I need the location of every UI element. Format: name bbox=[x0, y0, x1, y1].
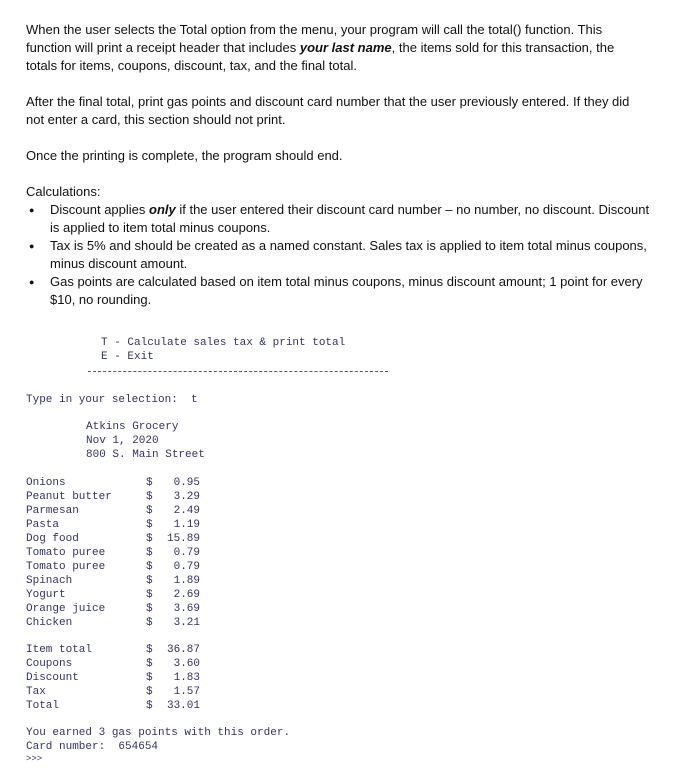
receipt-item-price: 3.21 bbox=[173, 617, 200, 629]
calculation-discount bbox=[26, 201, 656, 237]
currency-symbol: $ bbox=[146, 575, 153, 587]
receipt-item-price: 0.95 bbox=[173, 477, 200, 489]
emphasis-only: only bbox=[149, 202, 176, 217]
store-address: 800 S. Main Street bbox=[86, 449, 205, 461]
receipt-item-price: 0.79 bbox=[173, 547, 200, 559]
receipt-total-price: 33.01 bbox=[166, 700, 200, 712]
menu-option-total: T - Calculate sales tax & print total bbox=[101, 337, 346, 349]
card-number-value: 654654 bbox=[118, 741, 159, 753]
receipt-item-name: Tomato puree bbox=[26, 547, 106, 559]
receipt-total-name: Item total bbox=[26, 644, 93, 656]
calculation-tax: ● Tax is 5% and should be created as a named constant. Sales tax is applied to item total minus coupons, minus discount amount. bbox=[26, 237, 656, 273]
card-number-label: Card number: bbox=[26, 741, 106, 753]
gas-points-message: You earned 3 gas points with this order. bbox=[26, 727, 291, 739]
currency-symbol: $ bbox=[146, 672, 153, 684]
currency-symbol: $ bbox=[146, 603, 153, 615]
menu-option-exit: E - Exit bbox=[101, 351, 154, 363]
instruction-paragraph-total bbox=[26, 21, 646, 75]
receipt-date: Nov 1, 2020 bbox=[86, 435, 159, 447]
receipt-item-name: Dog food bbox=[26, 533, 79, 545]
selection-input: t bbox=[191, 394, 198, 406]
currency-symbol: $ bbox=[146, 491, 153, 503]
receipt-item-name: Spinach bbox=[26, 575, 73, 587]
receipt-total-name: Discount bbox=[26, 672, 79, 684]
receipt-item-name: Tomato puree bbox=[26, 561, 106, 573]
instruction-text: , the items sold for this transaction, the totals for items, coupons, discount, tax, and the final total. bbox=[26, 40, 615, 73]
currency-symbol: $ bbox=[146, 505, 153, 517]
receipt-item-price: 1.19 bbox=[173, 519, 200, 531]
menu-divider bbox=[88, 371, 388, 372]
currency-symbol: $ bbox=[146, 700, 153, 712]
currency-symbol: $ bbox=[146, 519, 153, 531]
selection-prompt bbox=[26, 393, 198, 407]
currency-symbol: $ bbox=[146, 658, 153, 670]
receipt-item-name: Onions bbox=[26, 477, 66, 489]
receipt-item-name: Yogurt bbox=[26, 589, 66, 601]
receipt-item-name: Peanut butter bbox=[26, 491, 112, 503]
currency-symbol: $ bbox=[146, 589, 153, 601]
receipt-total-name: Tax bbox=[26, 686, 46, 698]
currency-symbol: $ bbox=[146, 547, 153, 559]
bullet-text: if the user entered their discount card number – no number, no discount. Discount is applied to item total minus coupons. bbox=[50, 202, 650, 235]
card-number-line bbox=[26, 740, 158, 754]
emphasis-last-name: your last name bbox=[299, 40, 392, 55]
bullet-text: Discount applies bbox=[50, 202, 149, 217]
receipt-item-price: 1.89 bbox=[173, 575, 200, 587]
instruction-paragraph-gas-points: After the final total, print gas points and discount card number that the user previously entered. If they did not enter a card, this section should not print. bbox=[26, 94, 630, 127]
calculations-list bbox=[26, 201, 656, 309]
currency-symbol: $ bbox=[146, 617, 153, 629]
receipt-item-name: Parmesan bbox=[26, 505, 79, 517]
receipt-total-price: 1.83 bbox=[173, 672, 200, 684]
receipt-item-price: 3.69 bbox=[173, 603, 200, 615]
currency-symbol: $ bbox=[146, 644, 153, 656]
receipt-total-price: 36.87 bbox=[166, 644, 200, 656]
receipt-item-name: Chicken bbox=[26, 617, 73, 629]
receipt-item-price: 2.49 bbox=[173, 505, 200, 517]
calculations-heading: Calculations: bbox=[26, 184, 101, 199]
currency-symbol: $ bbox=[146, 477, 153, 489]
selection-label: Type in your selection: bbox=[26, 394, 178, 406]
shell-prompt: >>> bbox=[26, 754, 43, 764]
instruction-text: When the user selects the Total option from the menu, your program will call the total() function. This function will print a receipt header that includes bbox=[26, 22, 603, 55]
receipt-item-price: 0.79 bbox=[173, 561, 200, 573]
receipt-item-price: 3.29 bbox=[173, 491, 200, 503]
currency-symbol: $ bbox=[146, 686, 153, 698]
receipt-item-price: 15.89 bbox=[166, 533, 200, 545]
calculation-gas-points: ● Gas points are calculated based on item total minus coupons, minus discount amount; 1 point for every $10, no rounding. bbox=[26, 273, 656, 309]
receipt-total-price: 1.57 bbox=[173, 686, 200, 698]
store-name: Atkins Grocery bbox=[86, 421, 179, 433]
currency-symbol: $ bbox=[146, 561, 153, 573]
instruction-paragraph-end: Once the printing is complete, the program should end. bbox=[26, 148, 343, 163]
receipt-item-name: Pasta bbox=[26, 519, 60, 531]
currency-symbol: $ bbox=[146, 533, 153, 545]
receipt-item-price: 2.69 bbox=[173, 589, 200, 601]
receipt-item-name: Orange juice bbox=[26, 603, 106, 615]
receipt-total-name: Coupons bbox=[26, 658, 73, 670]
receipt-total-price: 3.60 bbox=[173, 658, 200, 670]
receipt-total-name: Total bbox=[26, 700, 60, 712]
